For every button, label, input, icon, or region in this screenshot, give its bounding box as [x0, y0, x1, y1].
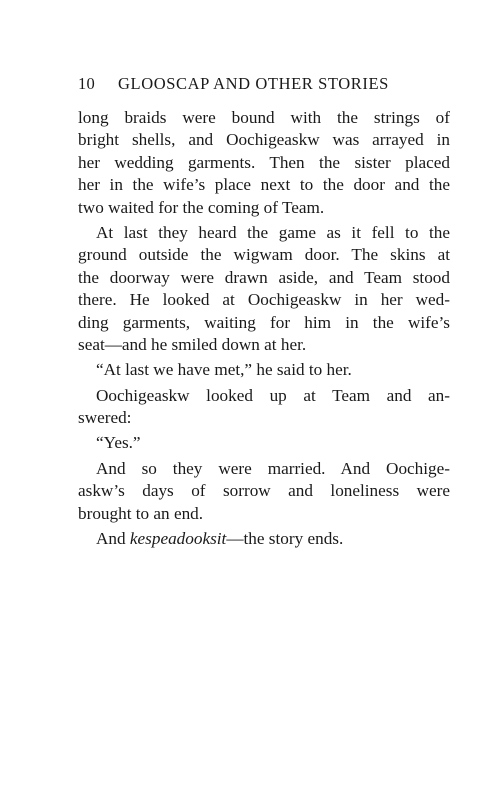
- paragraph-7: [78, 528, 450, 550]
- text-line: ding garments, waiting for him in the wife’s: [78, 312, 450, 332]
- body-text: [78, 107, 450, 550]
- closing-suffix: —the story ends.: [226, 529, 344, 549]
- paragraph-6: [78, 458, 450, 525]
- text-line: bright shells, and Oochigeaskw was arrayed in: [78, 130, 450, 150]
- text-line: seat—and he smiled down at her.: [78, 334, 307, 354]
- text-line: “At last we have met,” he said to her.: [96, 360, 352, 380]
- text-line: long braids were bound with the strings of: [78, 108, 450, 127]
- closing-word: kespeadooksit: [129, 529, 227, 549]
- text-line: At last they heard the game as it fell to the: [96, 222, 450, 242]
- closing-prefix: And: [96, 529, 130, 549]
- text-line: there. He looked at Oochigeaskw in her wed-: [78, 290, 450, 310]
- text-line: askw’s days of sorrow and loneliness were: [78, 481, 450, 501]
- text-line: her wedding garments. Then the sister placed: [78, 152, 450, 172]
- paragraph-1: [78, 107, 450, 219]
- text-line: two waited for the coming of Team.: [78, 197, 325, 217]
- text-line: ground outside the wigwam door. The skins at: [78, 245, 450, 265]
- text-line: Oochigeaskw looked up at Team and an-: [96, 385, 450, 405]
- text-line: “Yes.”: [96, 433, 141, 453]
- paragraph-3: [78, 359, 450, 381]
- text-line: swered:: [78, 408, 132, 428]
- text-line: [78, 528, 450, 550]
- text-line: her in the wife’s place next to the door and the: [78, 175, 450, 195]
- text-line: And so they were married. And Oochige-: [96, 458, 450, 478]
- page-number: 10: [78, 74, 96, 93]
- paragraph-4: [78, 385, 450, 430]
- page-header: [78, 74, 450, 94]
- running-title: GLOOSCAP AND OTHER STORIES: [118, 74, 389, 93]
- text-line: the doorway were drawn aside, and Team stood: [78, 267, 450, 287]
- text-line: brought to an end.: [78, 503, 204, 523]
- paragraph-5: [78, 432, 450, 454]
- paragraph-2: [78, 222, 450, 356]
